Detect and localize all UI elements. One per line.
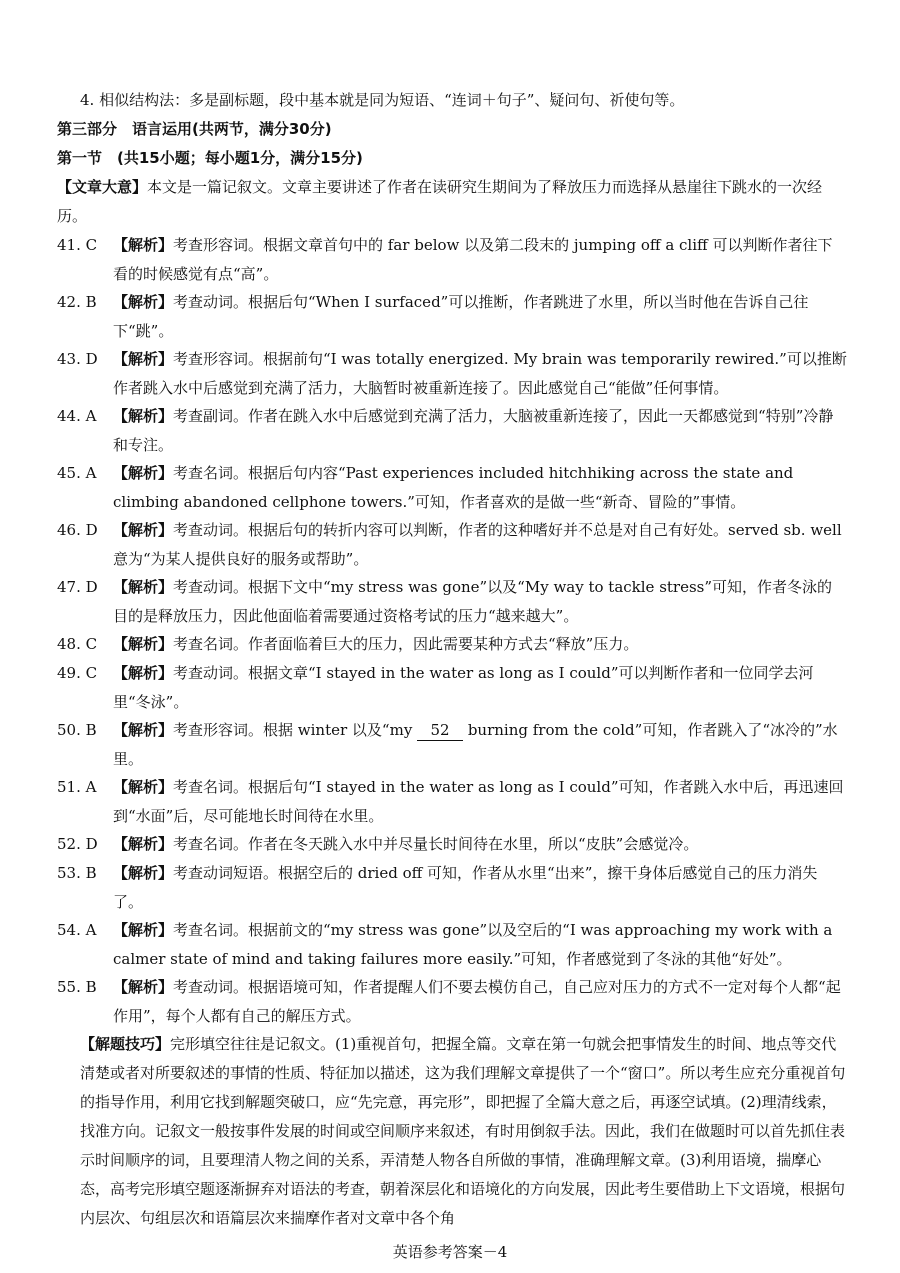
- answer-number: 50. B: [57, 721, 97, 739]
- answer-text: 考查名词。作者在冬天跳入水中并尽量长时间待在水里，所以“皮肤”会感觉冷。: [173, 835, 699, 853]
- analysis-tag: 【解析】: [113, 635, 174, 653]
- answer-item: [57, 459, 847, 517]
- answer-number: 48. C: [57, 635, 98, 653]
- answer-item: [57, 573, 847, 631]
- answer-number: 55. B: [57, 978, 97, 996]
- answer-item: [57, 773, 847, 831]
- answer-number: 51. A: [57, 778, 97, 796]
- blank-number: 52: [417, 720, 463, 741]
- analysis-tag: 【解析】: [113, 978, 174, 996]
- answer-item: [57, 916, 847, 974]
- section1-title: 第一节 (共15小题；每小题1分，满分15分): [57, 149, 363, 167]
- answer-text: 考查副词。作者在跳入水中后感觉到充满了活力，大脑被重新连接了，因此一天都感觉到“特别”冷静和专注。: [113, 407, 834, 454]
- answer-text: 考查名词。根据后句“I stayed in the water as long as I could”可知，作者跳入水中后，再迅速回到“水面”后，尽可能地长时间待在水里。: [113, 778, 844, 825]
- answer-item: [57, 973, 847, 1031]
- answer-text: 考查动词。根据语境可知，作者提醒人们不要去模仿自己，自己应对压力的方式不一定对每个人都“起作用”，每个人都有自己的解压方式。: [113, 978, 841, 1025]
- top-line: 4. 相似结构法：多是副标题，段中基本就是同为短语、“连词＋句子”、疑问句、祈使句等。: [80, 91, 685, 109]
- analysis-tag: 【解析】: [113, 350, 174, 368]
- answer-number: 47. D: [57, 578, 98, 596]
- analysis-tag: 【解析】: [113, 578, 174, 596]
- answer-text: 考查形容词。根据文章首句中的 far below 以及第二段末的 jumping off a cliff 可以判断作者往下看的时候感觉有点“高”。: [113, 236, 833, 283]
- answer-text: 考查动词短语。根据空后的 dried off 可知，作者从水里“出来”，擦干身体后感觉自己的压力消失了。: [113, 864, 818, 911]
- page-footer: 英语参考答案－4: [392, 1243, 508, 1261]
- part3-title: 第三部分 语言运用(共两节，满分30分): [57, 120, 332, 138]
- answer-text: 考查名词。根据前文的“my stress was gone”以及空后的“I was approaching my work with a calmer state of mind and taking failures more easily.”可知，作者感觉到了冬泳的其他“好处”。: [113, 921, 833, 968]
- answer-number: 43. D: [57, 350, 98, 368]
- answer-item: [57, 716, 847, 774]
- answer-item: [57, 402, 847, 460]
- answer-text: 考查动词。根据后句的转折内容可以判断，作者的这种嗜好并不总是对自己有好处。served sb. well 意为“为某人提供良好的服务或帮助”。: [113, 521, 842, 568]
- answer-item: [57, 288, 847, 346]
- summary-text: 本文是一篇记叙文。文章主要讲述了作者在读研究生期间为了释放压力而选择从悬崖往下跳水的一次经历。: [57, 178, 823, 225]
- solving-tips: [80, 1030, 848, 1233]
- analysis-tag: 【解析】: [113, 721, 174, 739]
- tips-tag: 【解题技巧】: [80, 1035, 171, 1053]
- answer-number: 41. C: [57, 236, 98, 254]
- answer-number: 46. D: [57, 521, 98, 539]
- tips-text: 完形填空往往是记叙文。(1)重视首句，把握全篇。文章在第一句就会把事情发生的时间、地点等交代清楚或者对所要叙述的事情的性质、特征加以描述，这为我们理解文章提供了一个“窗口”。所以考生应充分重视首句的指导作用，利用它找到解题突破口，应“先完意，再完形”，即把握了全篇大意之后，再逐空试填。(2)理清线索，找准方向。记叙文一般按事件发展的时间或空间顺序来叙述，有时用倒叙手法。因此，我们在做题时可以首先抓住表示时间顺序的词，且要理清人物之间的关系，弄清楚人物各自所做的事情，准确理解文章。(3)利用语境，揣摩心态，高考完形填空题逐渐摒弃对语法的考查，朝着深层化和语境化的方向发展，因此考生要借助上下文语境，根据句内层次、句组层次和语篇层次来揣摩作者对文章中各个角: [80, 1035, 846, 1227]
- analysis-tag: 【解析】: [113, 464, 174, 482]
- answer-text: 考查名词。根据后句内容“Past experiences included hitchhiking across the state and climbing abandoned cellphone towers.”可知，作者喜欢的是做一些“新奇、冒险的”事情。: [113, 464, 794, 511]
- answer-item: [57, 659, 847, 717]
- answer-item: [57, 630, 847, 659]
- answer-item: [57, 231, 847, 289]
- answer-number: 45. A: [57, 464, 97, 482]
- analysis-tag: 【解析】: [113, 407, 174, 425]
- answer-number: 54. A: [57, 921, 97, 939]
- analysis-tag: 【解析】: [113, 778, 174, 796]
- answer-number: 44. A: [57, 407, 97, 425]
- answer-item: [57, 830, 847, 859]
- analysis-tag: 【解析】: [113, 864, 174, 882]
- answer-number: 53. B: [57, 864, 97, 882]
- answer-text: 考查动词。根据下文中“my stress was gone”以及“My way to tackle stress”可知，作者冬泳的目的是释放压力，因此他面临着需要通过资格考试的压力“越来越大”。: [113, 578, 833, 625]
- answer-number: 52. D: [57, 835, 98, 853]
- answer-item: [57, 859, 847, 917]
- analysis-tag: 【解析】: [113, 835, 174, 853]
- analysis-tag: 【解析】: [113, 664, 174, 682]
- article-summary: [57, 173, 847, 231]
- answer-item: [57, 345, 847, 403]
- answer-number: 42. B: [57, 293, 97, 311]
- analysis-tag: 【解析】: [113, 293, 174, 311]
- summary-tag: 【文章大意】: [57, 178, 148, 196]
- analysis-tag: 【解析】: [113, 521, 174, 539]
- answer-text: 考查形容词。根据前句“I was totally energized. My brain was temporarily rewired.”可以推断作者跳入水中后感觉到充满了活力，大脑暂时被重新连接了。因此感觉自己“能做”任何事情。: [113, 350, 847, 397]
- answer-text-after: burning from the cold”可知，作者跳入了“冰冷的”水里。: [113, 721, 838, 768]
- answer-number: 49. C: [57, 664, 98, 682]
- analysis-tag: 【解析】: [113, 921, 174, 939]
- answer-text: 考查动词。根据后句“When I surfaced”可以推断，作者跳进了水里，所以当时他在告诉自己往下“跳”。: [113, 293, 809, 340]
- answer-text: 考查名词。作者面临着巨大的压力，因此需要某种方式去“释放”压力。: [173, 635, 639, 653]
- answer-text: 考查动词。根据文章“I stayed in the water as long as I could”可以判断作者和一位同学去河里“冬泳”。: [113, 664, 814, 711]
- answer-item: [57, 516, 847, 574]
- analysis-tag: 【解析】: [113, 236, 174, 254]
- answer-text-before: 考查形容词。根据 winter 以及“my: [173, 721, 418, 739]
